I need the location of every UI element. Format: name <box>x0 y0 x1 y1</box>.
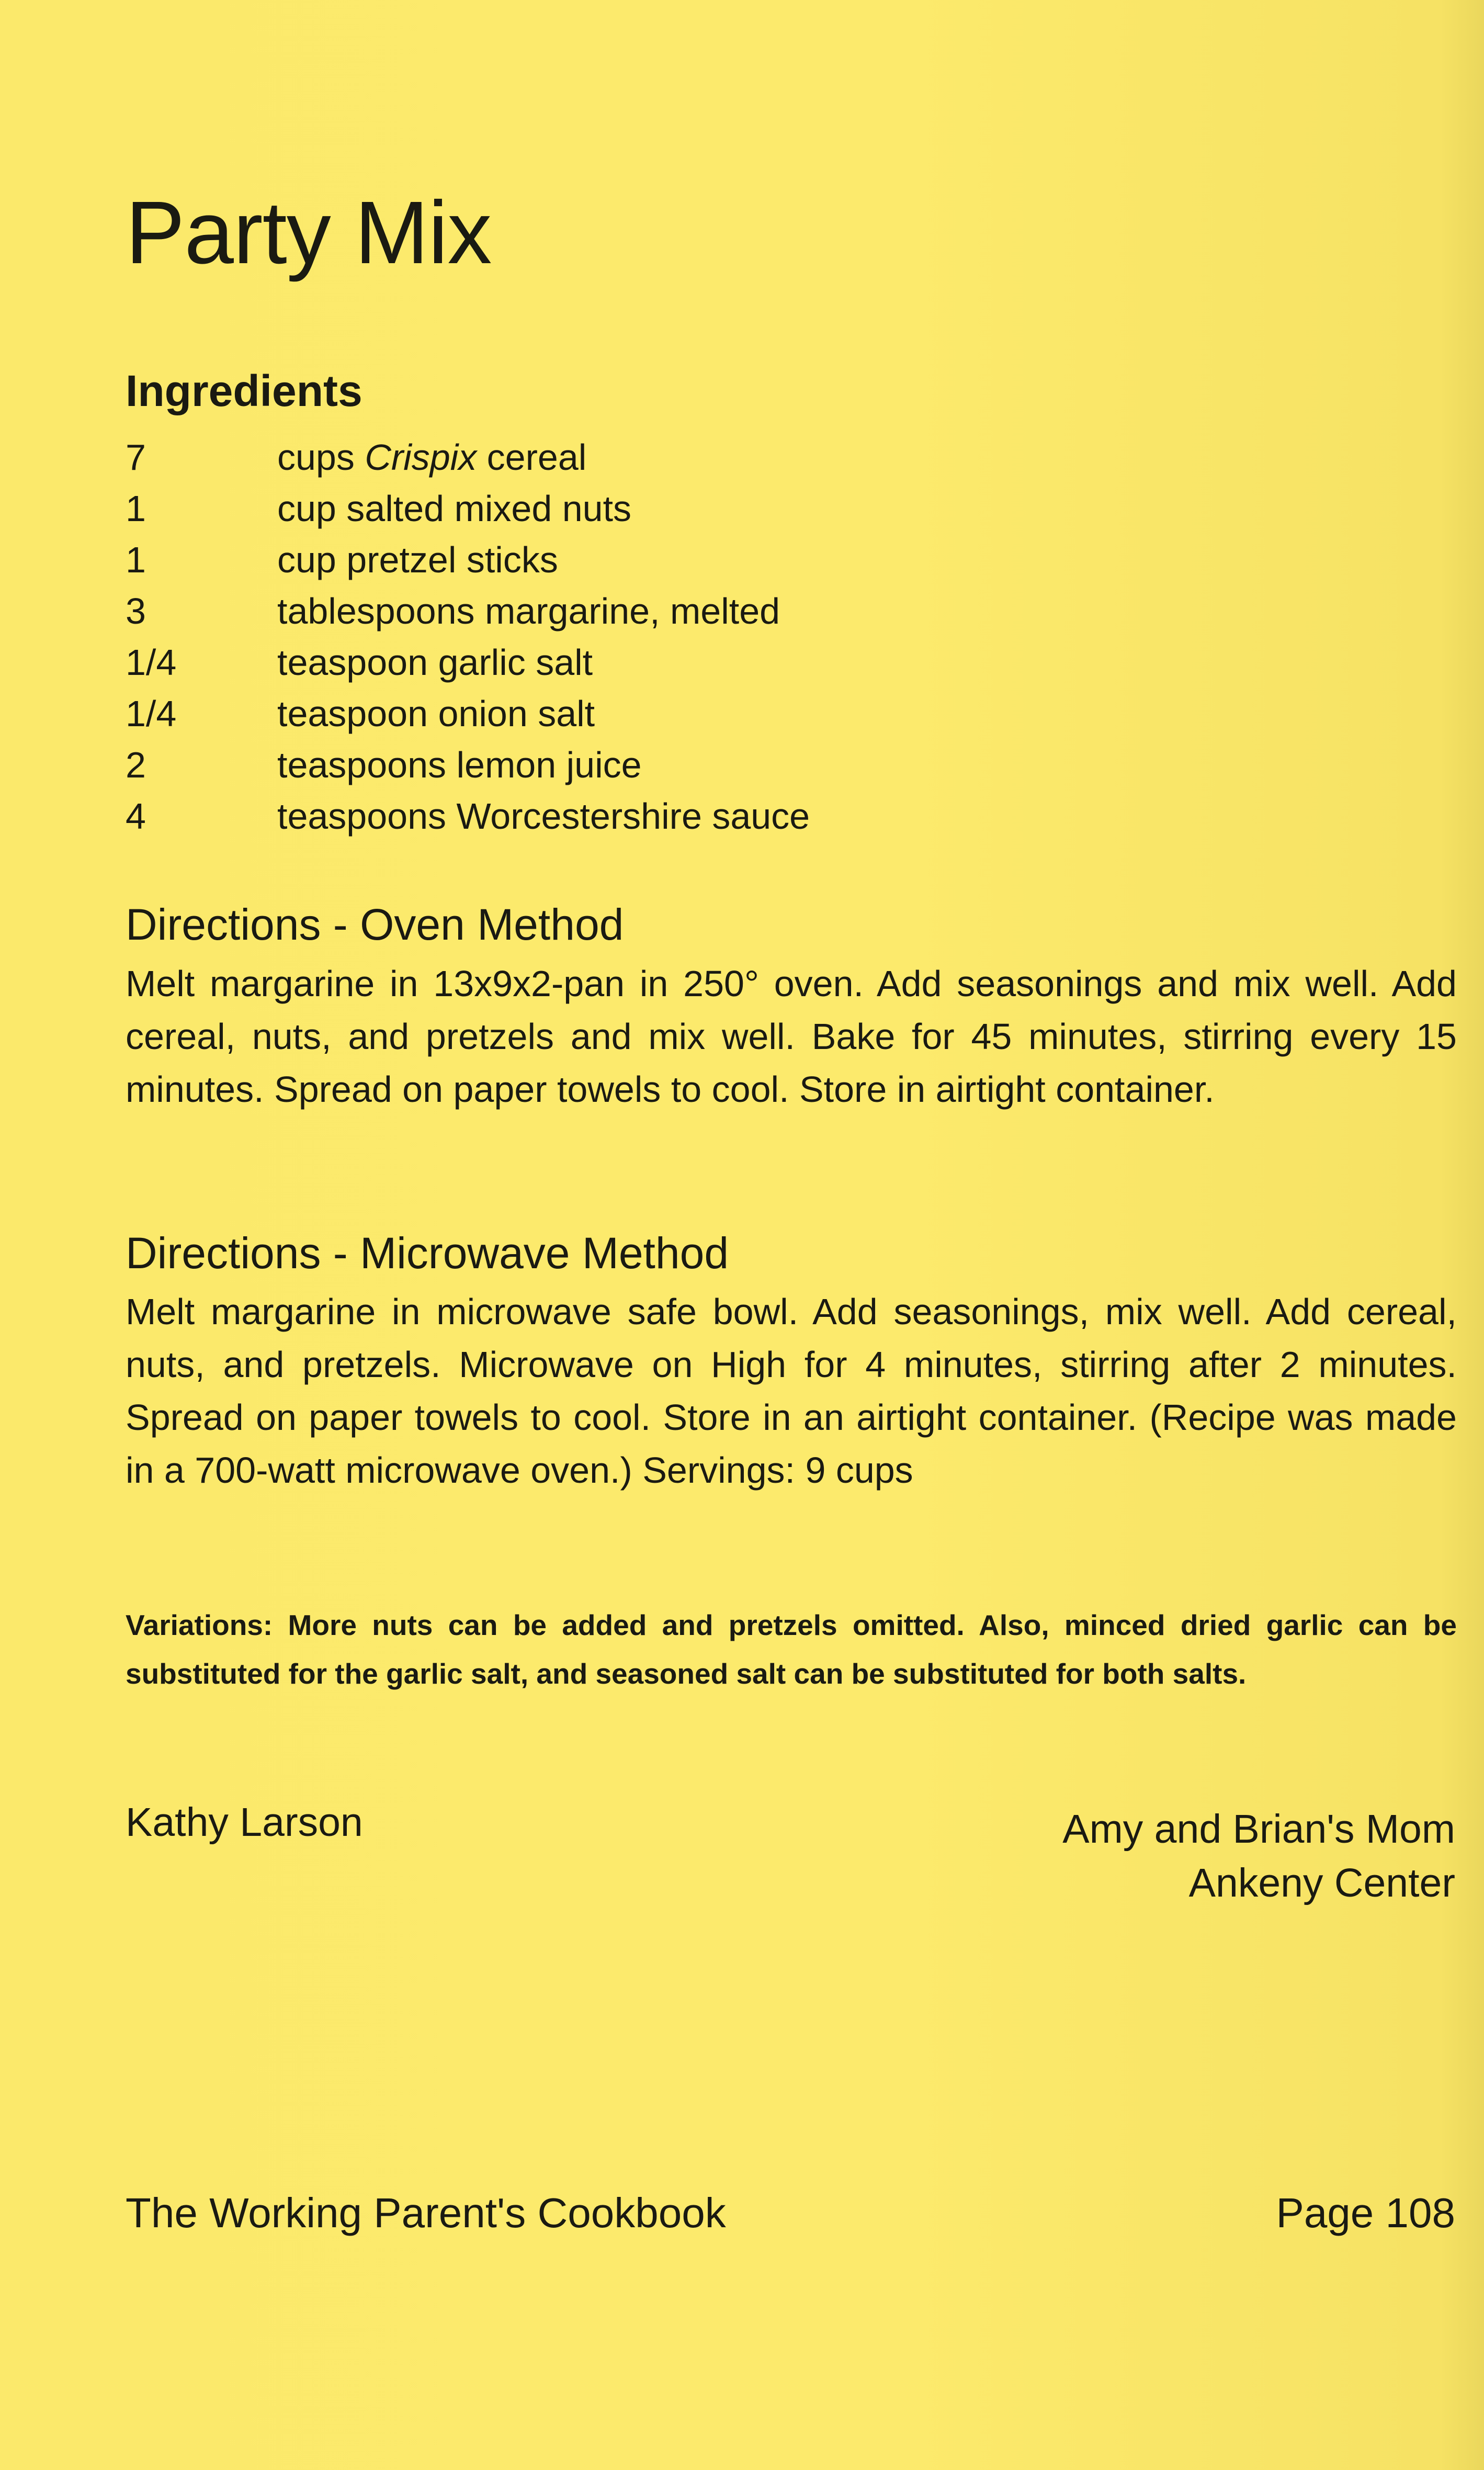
contributor-relation: Amy and Brian's Mom <box>1062 1807 1455 1852</box>
ingredient-item <box>126 739 1015 791</box>
ingredient-item <box>126 637 1015 688</box>
ingredient-brand-name: Crispix <box>365 437 477 478</box>
ingredient-item <box>126 688 1015 739</box>
ingredient-quantity: 2 <box>126 745 146 785</box>
ingredient-text-part: cups <box>277 437 365 478</box>
ingredient-text: teaspoon onion salt <box>277 693 595 734</box>
ingredient-text: teaspoons lemon juice <box>277 745 642 785</box>
page-number: Page 108 <box>1276 2190 1455 2236</box>
ingredient-item <box>126 791 1015 842</box>
ingredient-quantity: 3 <box>126 591 146 631</box>
oven-directions-heading: Directions - Oven Method <box>126 900 624 949</box>
ingredient-item <box>126 432 1015 483</box>
ingredient-text <box>277 439 586 476</box>
ingredient-text: cup pretzel sticks <box>277 539 558 580</box>
microwave-directions-text: Melt margarine in microwave safe bowl. Add seasonings, mix well. Add cereal, nuts, and pretzels. Microwave on High for 4 minutes, stirring after 2 minutes. Spread on paper towels to cool. Store in an airtight container. (Recipe was made in a 700-watt microwave oven.) Servings: 9 cups <box>126 1291 1457 1491</box>
recipe-title: Party Mix <box>126 183 492 283</box>
ingredient-quantity: 1 <box>126 539 146 580</box>
ingredient-quantity: 7 <box>126 437 146 478</box>
microwave-directions-heading: Directions - Microwave Method <box>126 1228 729 1278</box>
ingredient-quantity: 1/4 <box>126 693 177 734</box>
contributor-info <box>1062 1802 1455 1910</box>
oven-directions-text: Melt margarine in 13x9x2-pan in 250° oven. Add seasonings and mix well. Add cereal, nuts, and pretzels and mix well. Bake for 45 minutes, stirring every 15 minutes. Spread on paper towels to cool. Store in airtight container. <box>126 963 1457 1110</box>
ingredient-quantity: 1 <box>126 488 146 529</box>
ingredient-item <box>126 534 1015 585</box>
ingredient-quantity: 1/4 <box>126 642 177 683</box>
ingredients-heading: Ingredients <box>126 366 362 415</box>
variations-note: Variations: More nuts can be added and pretzels omitted. Also, minced dried garlic can be substituted for the garlic salt, and seasoned salt can be substituted for both salts. <box>126 1609 1457 1690</box>
ingredient-quantity: 4 <box>126 796 146 837</box>
ingredient-text: tablespoons margarine, melted <box>277 591 780 631</box>
contributor-name: Kathy Larson <box>126 1800 363 1845</box>
ingredient-item <box>126 483 1015 534</box>
ingredient-item <box>126 585 1015 637</box>
ingredient-text: teaspoons Worcestershire sauce <box>277 796 810 837</box>
ingredients-list <box>126 432 1015 842</box>
ingredient-text: teaspoon garlic salt <box>277 642 593 683</box>
book-title: The Working Parent's Cookbook <box>126 2190 726 2236</box>
contributor-center: Ankeny Center <box>1188 1860 1455 1905</box>
ingredient-text: cup salted mixed nuts <box>277 488 632 529</box>
ingredient-text-part: cereal <box>477 437 587 478</box>
